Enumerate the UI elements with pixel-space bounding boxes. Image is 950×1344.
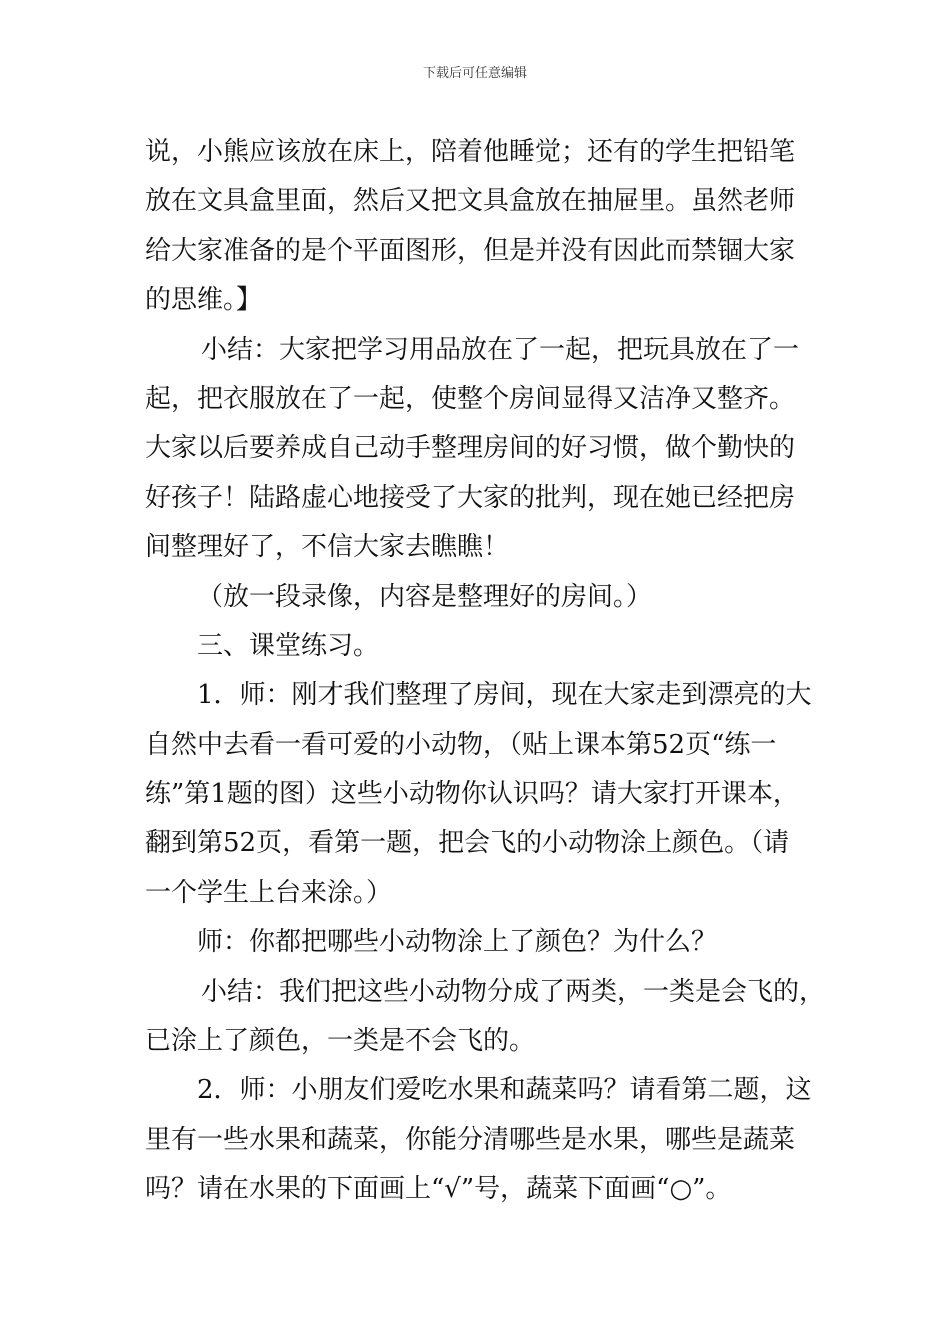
text-line: 大家以后要养成自己动手整理房间的好习惯，做个勤快的 <box>145 433 796 464</box>
text-line: 小结：我们把这些小动物分成了两类，一类是会飞的， <box>201 976 826 1007</box>
text-line: 里有一些水果和蔬菜，你能分清哪些是水果，哪些是蔬菜 <box>145 1124 796 1155</box>
paragraph-video-note <box>145 573 825 622</box>
document-body <box>145 128 825 1215</box>
text-line: 翻到第52页，看第一题，把会飞的小动物涂上颜色。（请 <box>145 828 790 859</box>
text-line: 练”第1题的图）这些小动物你认识吗？请大家打开课本， <box>145 779 799 810</box>
paragraph-teacher-question <box>145 918 825 967</box>
text-line: 一个学生上台来涂。） <box>145 877 393 908</box>
text-line: 1．师：刚才我们整理了房间，现在大家走到漂亮的大 <box>197 680 812 711</box>
text-line: 2．师：小朋友们爱吃水果和蔬菜吗？请看第二题，这 <box>197 1075 812 1106</box>
text-line: 放在文具盒里面，然后又把文具盒放在抽屉里。虽然老师 <box>145 186 796 217</box>
text-line: 给大家准备的是个平面图形，但是并没有因此而禁锢大家 <box>145 235 796 266</box>
paragraph-continuation <box>145 128 825 326</box>
paragraph-exercise-2 <box>145 1066 825 1214</box>
text-line: 三、课堂练习。 <box>197 630 380 661</box>
page-header: 下载后可任意编辑 <box>422 66 527 81</box>
paragraph-exercise-1 <box>145 671 825 918</box>
text-line: 起，把衣服放在了一起，使整个房间显得又洁净又整齐。 <box>145 383 796 414</box>
text-line: 小结：大家把学习用品放在了一起，把玩具放在了一 <box>201 334 800 365</box>
text-line: 已涂上了颜色，一类是不会飞的。 <box>145 1026 536 1057</box>
text-line: 吗？请在水果的下面画上“√”号，蔬菜下面画“○”。 <box>145 1174 732 1205</box>
text-line: 师：你都把哪些小动物涂上了颜色？为什么？ <box>197 927 718 958</box>
text-line: 间整理好了，不信大家去瞧瞧！ <box>145 532 510 563</box>
text-line: 自然中去看一看可爱的小动物，（贴上课本第52页“练一 <box>145 729 777 760</box>
paragraph-summary-2 <box>145 968 825 1067</box>
text-line: 说，小熊应该放在床上，陪着他睡觉；还有的学生把铅笔 <box>145 137 796 167</box>
text-line: 的思维。】 <box>145 285 263 316</box>
section-heading <box>145 622 825 671</box>
paragraph-summary-1 <box>145 326 825 573</box>
text-line: 好孩子！陆路虚心地接受了大家的批判，现在她已经把房 <box>145 482 796 513</box>
text-line: （放一段录像，内容是整理好的房间。） <box>197 581 653 612</box>
